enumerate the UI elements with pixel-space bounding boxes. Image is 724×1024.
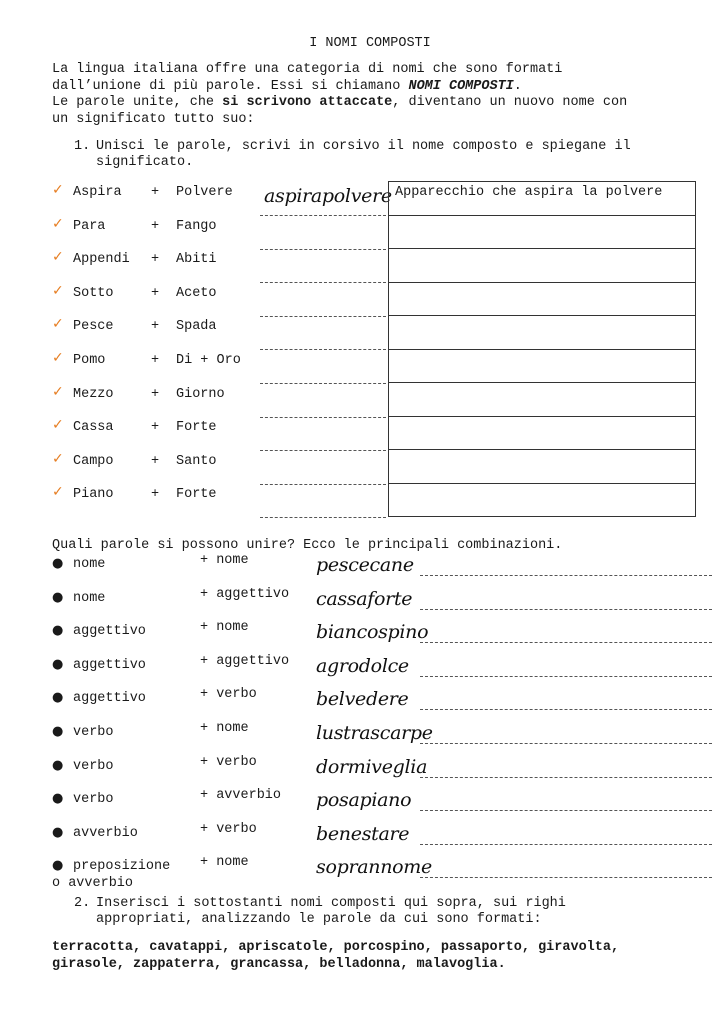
definition-cell[interactable] [389,282,696,316]
cursive-example: soprannome [316,856,432,879]
definition-cell[interactable] [389,450,696,484]
bullet-icon: ● [52,724,64,739]
definition-cell[interactable] [389,249,696,283]
answer-line[interactable] [260,282,386,283]
answer-line[interactable] [260,484,386,485]
bullet-icon: ● [52,690,64,706]
compound-words-list: terracotta, cavatappi, apriscatole, porcospino, passaporto, giravolta, girasole, zappaterra, grancassa, belladonna, malavoglia. [52,940,620,972]
check-mark-icon: ✓ [52,383,64,400]
bullet-icon: ● [52,791,64,807]
second-word: Spada [176,319,217,335]
second-word: Abiti [176,252,217,268]
plus-sign: + [151,453,160,469]
second-word: Polvere [176,185,233,200]
second-word: Aceto [176,285,217,301]
bullet-icon: ● [52,623,64,639]
answer-line[interactable] [260,316,386,317]
check-mark-icon: ✓ [52,215,64,232]
answer-line[interactable] [420,609,712,610]
check-mark-icon: ✓ [52,450,64,467]
first-category: aggettivo [73,691,146,707]
definition-row [389,349,696,383]
definition-cell[interactable] [389,383,696,417]
answer-line[interactable] [420,575,712,576]
answer-line[interactable] [260,249,386,250]
definition-row [389,215,696,249]
first-word: Cassa [73,420,114,436]
plus-sign: + [151,487,160,503]
second-word: Forte [176,420,217,436]
answer-line[interactable] [420,844,712,845]
answer-line[interactable] [420,810,712,811]
second-word: Forte [176,487,217,503]
answer-line[interactable] [420,642,712,643]
plus-sign: + [151,319,160,335]
check-mark-icon: ✓ [52,182,64,198]
intro-line-1: La lingua italiana offre una categoria di nomi che sono formati [52,62,563,77]
second-category: + aggettivo [200,586,290,602]
first-category: verbo [73,758,114,774]
first-word: Pomo [73,353,106,368]
cursive-example: agrodolce [316,654,409,677]
bullet-icon: ● [52,556,64,571]
first-word: Appendi [73,252,130,268]
combinations-heading: Quali parole si possono unire? Ecco le principali combinazioni. [52,538,563,553]
answer-line[interactable] [420,777,712,778]
definition-cell[interactable]: Apparecchio che aspira la polvere [389,182,696,216]
check-mark-icon: ✓ [52,249,64,266]
plus-sign: + [151,185,160,200]
definition-cell[interactable] [389,483,696,517]
second-category: + nome [200,855,249,871]
definition-row [389,316,696,350]
plus-sign: + [151,218,160,234]
first-word: Sotto [73,285,114,301]
plus-sign: + [151,386,160,402]
plus-sign: + [151,353,160,368]
cursive-answer: aspirapolvere [264,185,392,207]
cursive-example: benestare [316,822,410,845]
page-title: I NOMI COMPOSTI [309,36,431,51]
definition-table [388,181,696,517]
first-category: preposizione [73,859,171,875]
intro-line-3: Le parole unite, che si scrivono attaccate, diventano un nuovo nome con [52,95,628,110]
definition-row [389,416,696,450]
exercise-1-instructions: 1. Unisci le parole, scrivi in corsivo il nome composto e spiegane il significato. [74,139,631,170]
answer-line[interactable] [420,743,712,744]
answer-line[interactable] [420,877,712,878]
second-category: + verbo [200,821,257,837]
plus-sign: + [151,252,160,268]
cursive-example: lustrascarpe [316,722,433,744]
second-category: + nome [200,553,249,568]
answer-line[interactable] [260,383,386,384]
answer-line[interactable] [420,676,712,677]
first-category-continuation: o avverbio [52,876,134,892]
check-mark-icon: ✓ [52,484,64,501]
first-word: Aspira [73,185,122,200]
definition-row [389,182,696,216]
check-mark-icon: ✓ [52,316,64,333]
first-category: avverbio [73,825,138,841]
intro-line-2: dall’unione di più parole. Essi si chiamano NOMI COMPOSTI. [52,78,522,94]
second-category: + verbo [200,687,257,703]
cursive-example: biancospino [316,621,429,644]
first-word: Para [73,218,106,234]
answer-line[interactable] [260,215,386,216]
second-category: + nome [200,721,249,736]
first-category: nome [73,590,106,606]
second-category: + verbo [200,754,257,770]
second-category: + aggettivo [200,653,290,669]
first-word: Mezzo [73,386,114,402]
definition-row [389,383,696,417]
answer-line[interactable] [260,450,386,451]
first-category: aggettivo [73,624,146,640]
answer-line[interactable] [260,349,386,350]
first-category: verbo [73,725,114,740]
check-mark-icon: ✓ [52,417,64,434]
first-category: aggettivo [73,657,146,673]
definition-row [389,249,696,283]
definition-row [389,450,696,484]
plus-sign: + [151,285,160,301]
plus-sign: + [151,420,160,436]
bullet-icon: ● [52,824,64,840]
definition-row [389,282,696,316]
definition-row [389,483,696,517]
definition-cell[interactable] [389,349,696,383]
second-category: + nome [200,620,249,636]
bullet-icon: ● [52,656,64,672]
cursive-example: pescecane [316,554,414,576]
first-word: Pesce [73,319,114,335]
intro-paragraph [52,62,692,128]
nomi-composti-emphasis: NOMI COMPOSTI [408,78,514,94]
second-word: Di + Oro [176,353,241,368]
cursive-example: posapiano [316,789,412,812]
answer-line[interactable] [420,709,712,710]
first-category: nome [73,557,106,572]
intro-line-4: un significato tutto suo: [52,111,255,127]
answer-line[interactable] [260,417,386,418]
bullet-icon: ● [52,757,64,773]
check-mark-icon: ✓ [52,282,64,299]
second-word: Giorno [176,386,225,402]
cursive-example: cassaforte [316,587,413,610]
second-word: Santo [176,453,217,469]
cursive-example: dormiveglia [316,755,428,778]
definition-cell[interactable] [389,316,696,350]
check-mark-icon: ✓ [52,350,64,366]
bullet-icon: ● [52,589,64,605]
si-scrivono-attaccate-emphasis: si scrivono attaccate [222,95,393,110]
answer-line[interactable] [260,517,386,518]
first-word: Campo [73,453,114,469]
definition-cell[interactable] [389,215,696,249]
second-word: Fango [176,218,217,234]
first-category: verbo [73,792,114,808]
definition-cell[interactable] [389,416,696,450]
second-category: + avverbio [200,788,282,804]
exercise-2-instructions: 2. Inserisci i sottostanti nomi composti qui sopra, sui righi appropriati, analizzando le parole da cui sono formati: [74,896,566,927]
bullet-icon: ● [52,858,64,874]
first-word: Piano [73,487,114,503]
cursive-example: belvedere [316,688,409,711]
